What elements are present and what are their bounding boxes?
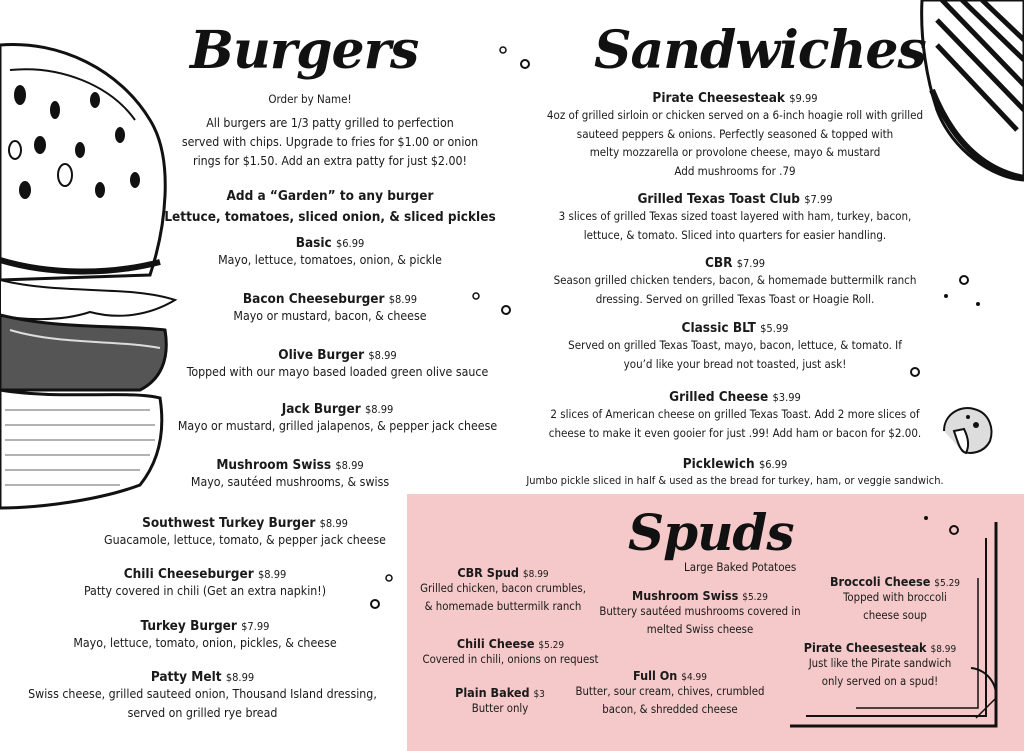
menu-item: Basic $6.99 Mayo, lettuce, tomatoes, onion, & pickle (218, 235, 442, 267)
menu-item: Classic BLT $5.99 Served on grilled Texas Toast, mayo, bacon, lettuce, & tomato. If you’d like your bread not toasted, just ask! (568, 320, 902, 371)
decorative-dots (918, 510, 968, 540)
menu-item: Mushroom Swiss $5.29 Buttery sautéed mushrooms covered in melted Swiss cheese (599, 588, 801, 636)
burgers-intro: All burgers are 1/3 patty grilled to perfection served with chips. Upgrade to fries for $1.00 or onion rings for $1.50. Add an extra patty for just $2.00! (181, 116, 479, 168)
menu-item: Grilled Cheese $3.99 2 slices of American cheese on grilled Texas Toast. Add 2 more slices of cheese to make it even gooier for just .99! Add ham or bacon for $2.00. (548, 389, 922, 440)
burgers-title: Burgers (190, 20, 419, 81)
menu-item: Mushroom Swiss $8.99 Mayo, sautéed mushrooms, & swiss (190, 457, 390, 489)
decorative-dots (365, 568, 405, 613)
burger-illustration-icon (0, 30, 180, 520)
decorative-dots (938, 270, 988, 310)
menu-item: CBR $7.99 Season grilled chicken tenders, bacon, & homemade buttermilk ranch dressing. Served on grilled Texas Toast or Hoagie Roll. (553, 255, 917, 306)
decorative-dots (495, 42, 535, 72)
menu-item: Bacon Cheeseburger $8.99 Mayo or mustard, bacon, & cheese (233, 291, 427, 323)
menu-item: Plain Baked $3 Butter only (455, 685, 545, 715)
sandwiches-title: Sandwiches (594, 20, 926, 81)
menu-item: Picklewich $6.99 Jumbo pickle sliced in half & used as the bread for turkey, ham, or veggie sandwich. (526, 456, 944, 487)
menu-item: CBR Spud $8.99 Grilled chicken, bacon crumbles, & homemade buttermilk ranch (420, 565, 586, 613)
menu-item: Patty Melt $8.99 Swiss cheese, grilled sauteed onion, Thousand Island dressing, served on grilled rye bread (28, 669, 377, 720)
menu-item: Chili Cheese $5.29 Covered in chili, onions on request (422, 636, 599, 666)
menu-item: Grilled Texas Toast Club $7.99 3 slices of grilled Texas sized toast layered with ham, turkey, bacon, lettuce, & tomato. Sliced into quarters for easier handling. (558, 191, 912, 242)
garden-addon: Add a “Garden” to any burger Lettuce, tomatoes, sliced onion, & sliced pickles (164, 188, 496, 225)
menu-item: Chili Cheeseburger $8.99 Patty covered in chili (Get an extra napkin!) (83, 566, 327, 598)
menu-item: Full On $4.99 Butter, sour cream, chives, crumbled bacon, & shredded cheese (575, 668, 765, 716)
menu-item: Turkey Burger $7.99 Mayo, lettuce, tomato, onion, pickles, & cheese (73, 618, 337, 650)
menu-item: Jack Burger $8.99 Mayo or mustard, grilled jalapenos, & pepper jack cheese (177, 401, 498, 433)
menu-item: Southwest Turkey Burger $8.99 Guacamole, lettuce, tomato, & pepper jack cheese (104, 515, 386, 547)
mushroom-illustration-icon (940, 403, 996, 459)
spuds-subtitle: Large Baked Potatoes (684, 560, 797, 574)
spuds-title: Spuds (628, 503, 794, 562)
order-note: Order by Name! (268, 92, 352, 106)
menu-item: Broccoli Cheese $5.29 Topped with broccoli cheese soup (829, 574, 961, 622)
menu-item: Pirate Cheesesteak $8.99 Just like the Pirate sandwich only served on a spud! (803, 640, 957, 688)
menu-item: Olive Burger $8.99 Topped with our mayo based loaded green olive sauce (186, 347, 489, 379)
menu-item: Pirate Cheesesteak $9.99 4oz of grilled sirloin or chicken served on a 6-inch hoagie roll with grilled sauteed peppers & onions. Perfectly seasoned & topped with melty mozzarella or provolone cheese, mayo & mustard Add mushrooms for .79 (546, 90, 924, 178)
